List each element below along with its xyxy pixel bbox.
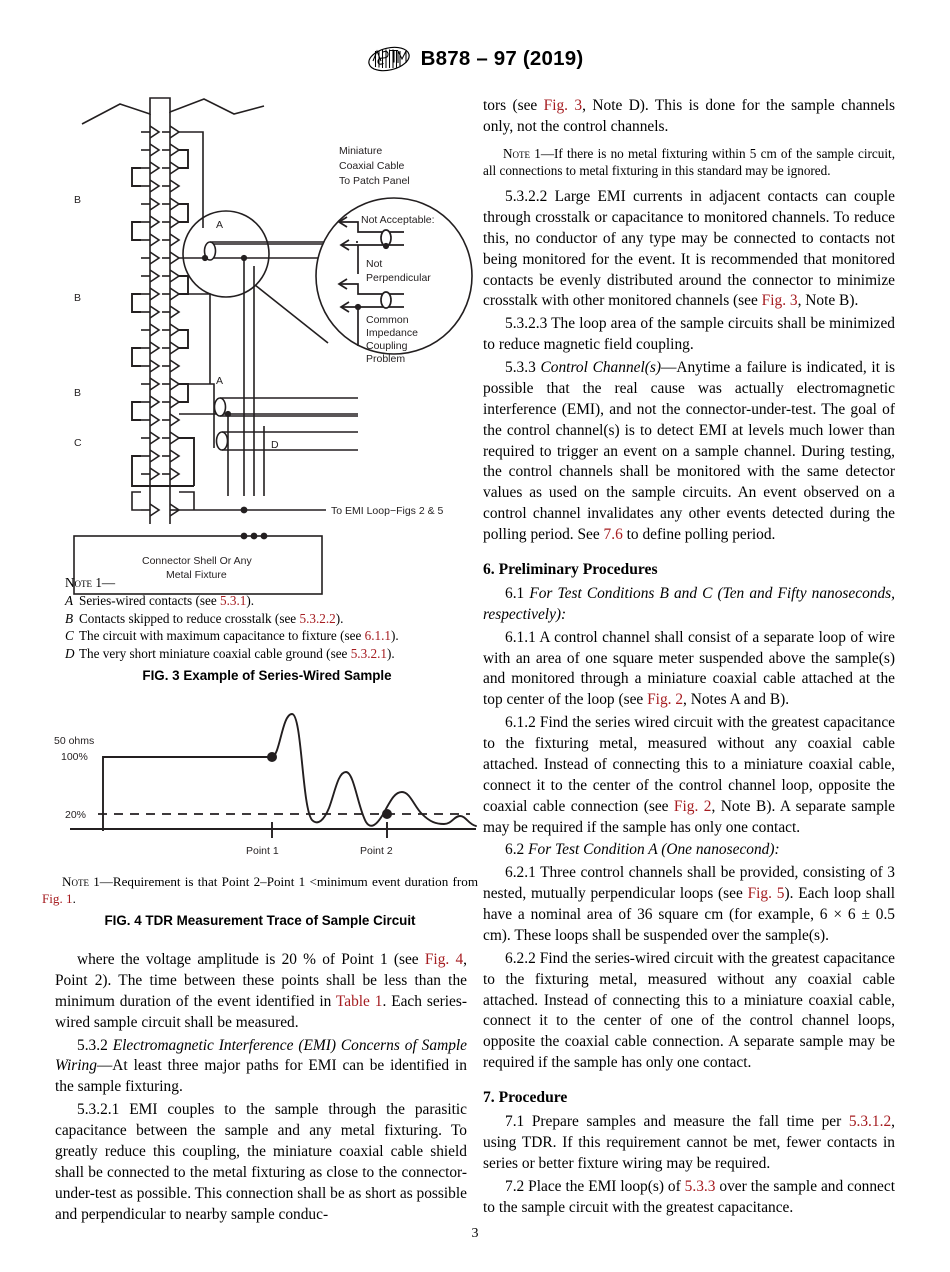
- para-5-3-2-2-run-1[interactable]: Fig. 3: [761, 292, 798, 310]
- para-5-3-2-2-run-0: 5.3.2.2 Large EMI currents in adjacent contacts can couple through crosstalk or capacitance to monitored channels. To reduce this, no conductor of any type may be connected to contacts not being monitored for the event. It is recommended that monitored contacts be evenly distributed around the connector to minimize crosstalk with other monitored channels (see: [483, 188, 895, 310]
- label-point-2: Point 2: [360, 845, 393, 857]
- para-tors-cont-run-0: tors (see: [483, 97, 544, 114]
- note-tail-b: ).: [335, 610, 344, 626]
- figure-3-diagram: [58, 96, 476, 581]
- callout-b-1: B: [74, 194, 82, 206]
- note-mark-a: A: [65, 592, 74, 608]
- figure-4-note-ref[interactable]: Fig. 1: [42, 891, 73, 907]
- para-where-voltage-run-0: where the voltage amplitude is 20 % of Point 1 (see: [77, 951, 425, 968]
- para-5-3-2-1: [55, 1100, 467, 1225]
- para-5-3-2-run-2: —At least three major paths for EMI can be identified in the sample fixturing.: [55, 1057, 467, 1096]
- para-6-2-1-run-2: ). Each loop shall have a nominal area of 36 square cm (for example, 6 × 6 ± 0.5 cm). These loops shall be suspended over the sample(s).: [483, 885, 895, 944]
- para-6-1-2-run-0: 6.1.2 Find the series wired circuit with the greatest capacitance to the fixturing metal, measured without any coaxial cable attached. Instead of connecting this to a miniature coaxial cable, connect it to the center of the control channel loop, opposite the coaxial cable connection (see: [483, 714, 895, 815]
- label-point-1: Point 1: [246, 845, 279, 857]
- label-not-acceptable: Not Acceptable:: [361, 214, 435, 226]
- label-problem: Problem: [366, 353, 406, 365]
- para-where-voltage-run-1[interactable]: Fig. 4: [424, 951, 464, 968]
- contact-array: [141, 126, 179, 480]
- label-perpendicular: Perpendicular: [366, 272, 431, 284]
- figure-4-note-text: Requirement is that Point 2–Point 1 <minimum event duration from: [112, 874, 478, 889]
- figure-3-notes: [58, 574, 476, 663]
- callout-b-2: B: [74, 292, 82, 304]
- figure-3-caption: FIG. 3 Example of Series-Wired Sample: [142, 667, 392, 683]
- para-tors-cont-run-2: , Note D). This is done for the sample channels only, not the control channels.: [483, 97, 896, 135]
- note-text-d: The very short miniature coaxial cable ground (see: [79, 646, 351, 661]
- para-6-2-2-run-0: 6.2.2 Find the series-wired circuit with the greatest capacitance to the fixturing metal, measured without any coaxial cable attached. Instead of connecting this to a miniature coaxial cable, connect it to the center of one of the control channel loops, opposite the coaxial cable connection. A separate sample may be required if the sample has only one contact.: [483, 949, 895, 1072]
- step-edge: [103, 757, 272, 831]
- para-6-2-run-0: 6.2: [505, 841, 529, 859]
- para-6-2-1-run-0: 6.2.1 Three control channels shall be provided, consisting of 3 nested, mutually perpendicular loops (see: [483, 864, 895, 903]
- para-5-3-3-run-0: 5.3.3: [505, 359, 541, 377]
- label-miniature: Miniature: [339, 145, 383, 157]
- para-6-1-1-run-0: 6.1.1 A control channel shall consist of a separate loop of wire with an area of one square meter suspended above the sample(s) and monitored through a miniature coaxial cable attached at the top center of the loop (see: [483, 628, 895, 709]
- para-7-2-run-2: over the sample and connect to the sample circuit with the greatest capacitance.: [483, 1177, 895, 1216]
- callout-c: C: [74, 437, 82, 449]
- para-7-1: [483, 1112, 895, 1175]
- junction-dot: [241, 507, 248, 514]
- para-5-3-3-run-1: Control Channel(s): [540, 359, 661, 377]
- section-6-heading: 6. Preliminary Procedures: [483, 560, 658, 578]
- para-5-3-2-3-run-0: 5.3.2.3 The loop area of the sample circuits shall be minimized to reduce magnetic field coupling.: [483, 315, 895, 354]
- para-7-1-run-0: 7.1 Prepare samples and measure the fall time per: [505, 1113, 849, 1131]
- para-5-3-3: [483, 358, 895, 546]
- para-7-2-run-1[interactable]: 5.3.3: [684, 1177, 716, 1195]
- note-1-metal-fixturing-run-0: If there is no metal fixturing within 5 cm of the sample circuit, all connections to metal fixturing in this standard may be ignored.: [483, 145, 895, 178]
- note-text-c: The circuit with maximum capacitance to fixture (see: [79, 628, 365, 644]
- callout-a-1: A: [216, 219, 224, 231]
- para-6-1-1-run-1[interactable]: Fig. 2: [647, 691, 684, 709]
- para-6-1-run-1: For Test Conditions B and C (Ten and Fifty nanoseconds, respectively):: [483, 584, 895, 623]
- section-7-heading: 7. Procedure: [483, 1089, 568, 1107]
- label-impedance: Impedance: [366, 327, 418, 339]
- right-column-text: [483, 96, 895, 1218]
- note-mark-c: C: [65, 628, 74, 644]
- label-common: Common: [366, 314, 409, 326]
- note-tail-a: ).: [246, 592, 255, 608]
- note-tail-d: ).: [386, 646, 395, 661]
- figure-3-note-label: Note 1—: [65, 575, 116, 590]
- note-mark-b: B: [65, 610, 74, 626]
- para-7-2-run-0: 7.2 Place the EMI loop(s) of: [505, 1177, 685, 1195]
- figure-3-note-b: [65, 610, 476, 628]
- para-7-1-run-1[interactable]: 5.3.1.2: [848, 1113, 892, 1131]
- para-6-1-2: [483, 713, 895, 838]
- para-5-3-2-3: [483, 314, 895, 356]
- para-7-1-run-2: , using TDR. If this requirement cannot be met, fewer contacts in series or better fixture wiring may be required.: [483, 1113, 895, 1172]
- marker-point-2: [382, 809, 392, 819]
- para-6-1-1-run-2: , Notes A and B).: [683, 691, 790, 709]
- para-5-3-2-run-1: Electromagnetic Interference (EMI) Concerns of Sample Wiring: [55, 1036, 467, 1075]
- figure-4: [40, 712, 480, 928]
- figure-4-caption: FIG. 4 TDR Measurement Trace of Sample Circuit: [104, 912, 416, 928]
- page-number: 3: [471, 1226, 479, 1241]
- note-ref-c[interactable]: 6.1.1: [364, 628, 391, 644]
- label-20-pct: 20%: [65, 809, 87, 821]
- para-5-3-3-run-2: —Anytime a failure is indicated, it is possible that the real cause was actually electromagnetic interference (EMI), and not the connector-under-test. The goal of the control channel(s) is to detect EMI at levels much lower than required to trigger an event on a sample channel. During testing, the control channels shall be monitored with the same detector values as used on the sample circuits. An event observed on a control channel invalidates any other events detected during the polling period. See: [483, 359, 895, 544]
- para-6-1: [483, 584, 895, 626]
- note-tail-c: ).: [391, 628, 399, 644]
- callout-a-2: A: [216, 375, 224, 387]
- para-6-2-2: [483, 949, 895, 1074]
- para-where-voltage-run-2: , Point 2). The time between these points shall be less than the minimum duration of the event identified in: [55, 951, 468, 1010]
- label-to-emi-loop: To EMI Loop−Figs 2 & 5: [331, 505, 444, 517]
- para-5-3-2-1-run-0: 5.3.2.1 EMI couples to the sample through the parasitic capacitance between the sample and any metal fixturing. To greatly reduce this coupling, the miniature coaxial cable shield shall be connected to the metal fixturing as close to the connector-under-test as possible. This connection shall be as short as possible and perpendicular to nearby sample conduc-: [55, 1101, 467, 1223]
- figure-4-note-label: Note 1—: [62, 874, 113, 889]
- para-where-voltage-run-3[interactable]: Table 1: [335, 992, 383, 1010]
- label-metal-fixture: Metal Fixture: [166, 569, 227, 581]
- para-5-3-2-run-0: 5.3.2: [77, 1036, 113, 1054]
- para-6-2-1-run-1[interactable]: Fig. 5: [747, 885, 785, 903]
- para-7-2: [483, 1177, 895, 1219]
- para-where-voltage: [55, 950, 467, 1034]
- astm-logo: [367, 44, 411, 74]
- note-text-b: Contacts skipped to reduce crosstalk (see: [79, 610, 300, 626]
- para-tors-cont: [483, 96, 895, 138]
- note-ref-a[interactable]: 5.3.1: [219, 592, 247, 608]
- label-50-ohms: 50 ohms: [54, 735, 95, 747]
- para-tors-cont-run-1[interactable]: Fig. 3: [543, 97, 583, 114]
- note-text-a: Series-wired contacts (see: [79, 592, 220, 608]
- label-coaxial-cable: Coaxial Cable: [339, 160, 405, 172]
- figure-3-note-d: [65, 645, 476, 663]
- para-6-1-run-0: 6.1: [505, 584, 530, 602]
- callout-b-3: B: [74, 387, 82, 399]
- page-header: [0, 44, 950, 74]
- para-where-voltage-run-4: . Each series-wired sample circuit shall be measured.: [55, 992, 467, 1031]
- figure-4-tdr-trace: [40, 712, 480, 862]
- para-6-2-1: [483, 863, 895, 947]
- magnifier-leader: [255, 285, 328, 343]
- para-6-2-run-1: For Test Condition A (One nanosecond):: [528, 841, 780, 859]
- para-5-3-2-2: [483, 187, 895, 312]
- para-6-1-1: [483, 628, 895, 712]
- label-connector-shell: Connector Shell Or Any: [142, 555, 252, 567]
- left-column-text: [55, 950, 467, 1225]
- callout-d: D: [271, 439, 279, 451]
- figure-4-note-tail: .: [72, 891, 76, 907]
- para-5-3-3-run-4: to define polling period.: [622, 526, 776, 544]
- page-title: B878 – 97 (2019): [420, 47, 584, 70]
- tdr-waveform: [272, 714, 476, 826]
- para-5-3-2-2-run-2: , Note B).: [797, 292, 859, 310]
- para-6-1-2-run-2: , Note B). A separate sample may be required if the sample has only one contact.: [483, 797, 896, 836]
- para-5-3-3-run-3[interactable]: 7.6: [603, 526, 623, 544]
- note-1-metal-fixturing: [483, 145, 895, 179]
- marker-point-1: [267, 752, 277, 762]
- figure-3: [58, 96, 476, 683]
- figure-4-note: [40, 873, 480, 908]
- note-mark-d: D: [65, 646, 75, 661]
- series-jumpers-right: [179, 150, 194, 486]
- para-6-2: [483, 840, 895, 861]
- note-ref-b[interactable]: 5.3.2.2: [299, 610, 336, 626]
- label-to-patch-panel: To Patch Panel: [339, 175, 410, 187]
- magnifier-circle: [183, 211, 269, 297]
- figure-3-note-c: [65, 627, 476, 645]
- note-1-metal-fixturing-label: Note 1—: [503, 145, 555, 161]
- para-6-1-2-run-1[interactable]: Fig. 2: [673, 797, 712, 815]
- label-100-pct: 100%: [61, 751, 88, 763]
- note-ref-d[interactable]: 5.3.2.1: [350, 646, 387, 661]
- ground-drops: [228, 258, 264, 496]
- label-not: Not: [366, 258, 383, 270]
- para-5-3-2: [55, 1036, 467, 1099]
- label-coupling: Coupling: [366, 340, 408, 352]
- junction-dot: [202, 255, 208, 261]
